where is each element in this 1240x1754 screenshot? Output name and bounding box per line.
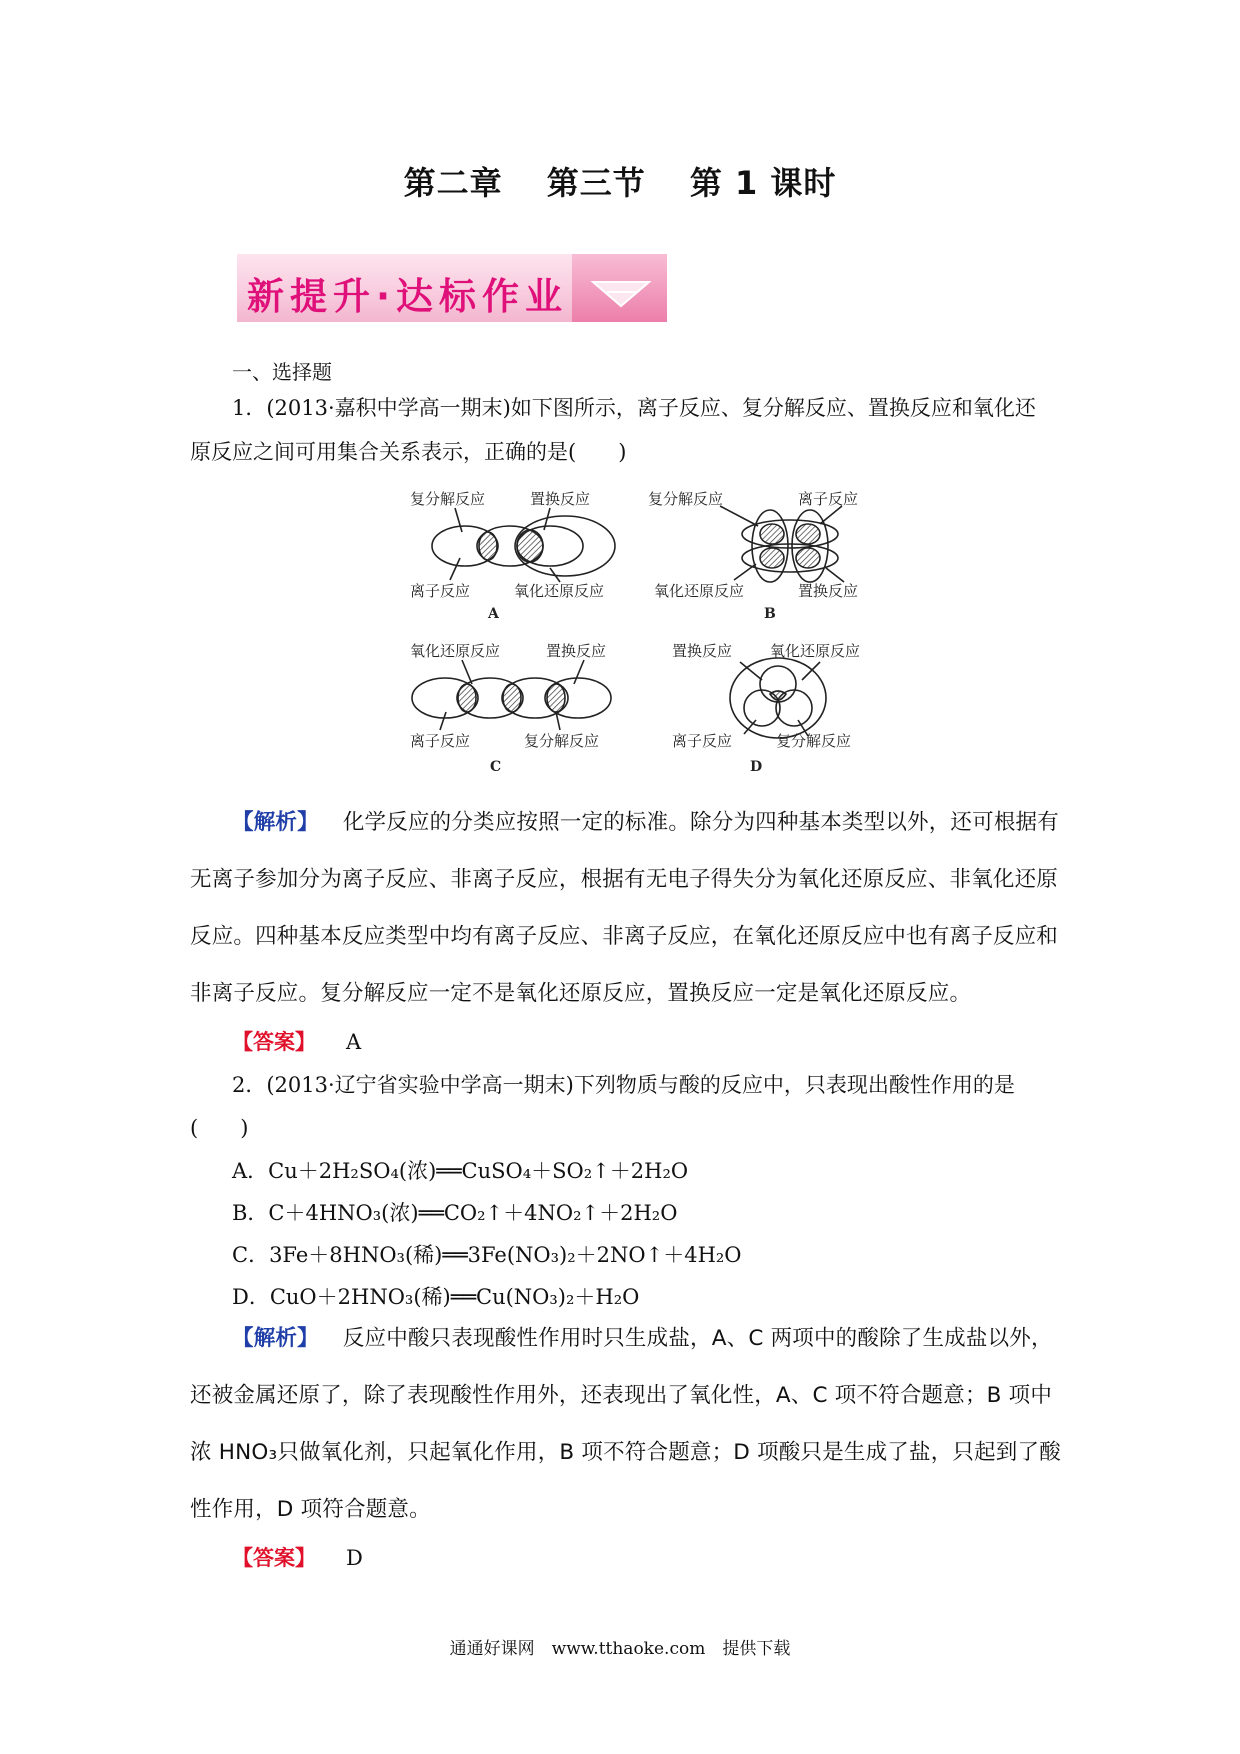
panel-d-label-bl: 离子反应 bbox=[672, 732, 733, 750]
panel-c-label-br: 复分解反应 bbox=[524, 732, 600, 750]
panel-b-label-tr: 离子反应 bbox=[798, 490, 859, 508]
panel-d-label-br: 复分解反应 bbox=[776, 732, 852, 750]
q1-line1: 1．(2013·嘉积中学高一期末)如下图所示，离子反应、复分解反应、置换反应和氧化还 bbox=[232, 396, 1036, 420]
q1-analysis-l3: 反应。四种基本反应类型中均有离子反应、非离子反应，在氧化还原反应中也有离子反应和 bbox=[190, 924, 1059, 949]
q2-answer bbox=[232, 1542, 363, 1572]
panel-b-label-tl: 复分解反应 bbox=[648, 490, 724, 508]
q1-analysis-tag: 【解析】 bbox=[232, 810, 319, 835]
q1-analysis-l1: 化学反应的分类应按照一定的标准。除分为四种基本类型以外，还可根据有 bbox=[342, 810, 1059, 835]
panel-c-letter: C bbox=[490, 759, 502, 775]
panel-a-letter: A bbox=[488, 606, 499, 622]
panel-c-label-bl: 离子反应 bbox=[410, 732, 471, 750]
footer: 通通好课网 www.tthaoke.com 提供下载 bbox=[449, 1639, 791, 1659]
q2-option-c: C．3Fe＋8HNO₃(稀)══3Fe(NO₃)₂＋2NO↑＋4H₂O bbox=[232, 1243, 742, 1267]
q1-answer-value: A bbox=[346, 1030, 362, 1054]
panel-c-label-tr: 置换反应 bbox=[546, 642, 607, 660]
venn-panel-a bbox=[432, 508, 615, 582]
venn-figure bbox=[410, 484, 890, 784]
q2-analysis-l4: 性作用，D 项符合题意。 bbox=[190, 1497, 431, 1522]
banner bbox=[237, 254, 667, 324]
q2-line1: 2．(2013·辽宁省实验中学高一期末)下列物质与酸的反应中，只表现出酸性作用的是 bbox=[232, 1073, 1015, 1097]
q1-answer bbox=[232, 1026, 361, 1056]
banner-text: 新提升·达标作业 bbox=[247, 275, 569, 318]
page-title bbox=[0, 158, 1240, 204]
venn-panel-b bbox=[720, 506, 844, 582]
q2-option-a: A．Cu＋2H₂SO₄(浓)══CuSO₄＋SO₂↑＋2H₂O bbox=[232, 1159, 689, 1183]
panel-d-label-tr: 氧化还原反应 bbox=[770, 642, 861, 660]
panel-a-label-tl: 复分解反应 bbox=[410, 490, 486, 508]
q2-option-b: B．C＋4HNO₃(浓)══CO₂↑＋4NO₂↑＋2H₂O bbox=[232, 1201, 678, 1225]
panel-b-label-br: 置换反应 bbox=[798, 582, 859, 600]
panel-a-label-br: 氧化还原反应 bbox=[514, 582, 605, 600]
panel-c-label-tl: 氧化还原反应 bbox=[410, 642, 501, 660]
panel-b-label-bl: 氧化还原反应 bbox=[654, 582, 745, 600]
chapter-label: 第二章 bbox=[403, 164, 503, 202]
q2-answer-value: D bbox=[346, 1546, 363, 1570]
venn-panel-d bbox=[730, 658, 826, 738]
q2-line2: ( ) bbox=[190, 1116, 249, 1140]
panel-b-letter: B bbox=[764, 606, 776, 622]
panel-a-label-bl: 离子反应 bbox=[410, 582, 471, 600]
q1-analysis bbox=[190, 794, 1065, 1022]
q1-analysis-l2: 无离子参加分为离子反应、非离子反应，根据有无电子得失分为氧化还原反应、非氧化还原 bbox=[190, 867, 1059, 892]
q2-answer-tag: 【答案】 bbox=[232, 1546, 316, 1570]
panel-d-letter: D bbox=[750, 759, 763, 775]
q2-analysis-l1: 反应中酸只表现酸性作用时只生成盐，A、C 两项中的酸除了生成盐以外， bbox=[342, 1326, 1053, 1351]
q2-analysis-l2: 还被金属还原了，除了表现酸性作用外，还表现出了氧化性，A、C 项不符合题意；B 项中 bbox=[190, 1383, 1053, 1408]
panel-d-label-tl: 置换反应 bbox=[672, 642, 733, 660]
venn-panel-c bbox=[412, 660, 611, 730]
q1-line2: 原反应之间可用集合关系表示，正确的是( ) bbox=[190, 440, 627, 464]
panel-a-label-tr: 置换反应 bbox=[530, 490, 591, 508]
section-label: 第三节 bbox=[546, 164, 646, 202]
q2-analysis bbox=[190, 1310, 1065, 1538]
q1-answer-tag: 【答案】 bbox=[232, 1030, 316, 1054]
q2-analysis-l3: 浓 HNO₃只做氧化剂，只起氧化作用，B 项不符合题意；D 项酸只是生成了盐，只起到了酸 bbox=[190, 1440, 1061, 1465]
lesson-label: 第 1 课时 bbox=[689, 164, 837, 202]
section-heading: 一、选择题 bbox=[232, 360, 332, 384]
q2-analysis-tag: 【解析】 bbox=[232, 1326, 319, 1351]
q1-analysis-l4: 非离子反应。复分解反应一定不是氧化还原反应，置换反应一定是氧化还原反应。 bbox=[190, 981, 972, 1006]
q2-option-d: D．CuO＋2HNO₃(稀)══Cu(NO₃)₂＋H₂O bbox=[232, 1285, 640, 1309]
